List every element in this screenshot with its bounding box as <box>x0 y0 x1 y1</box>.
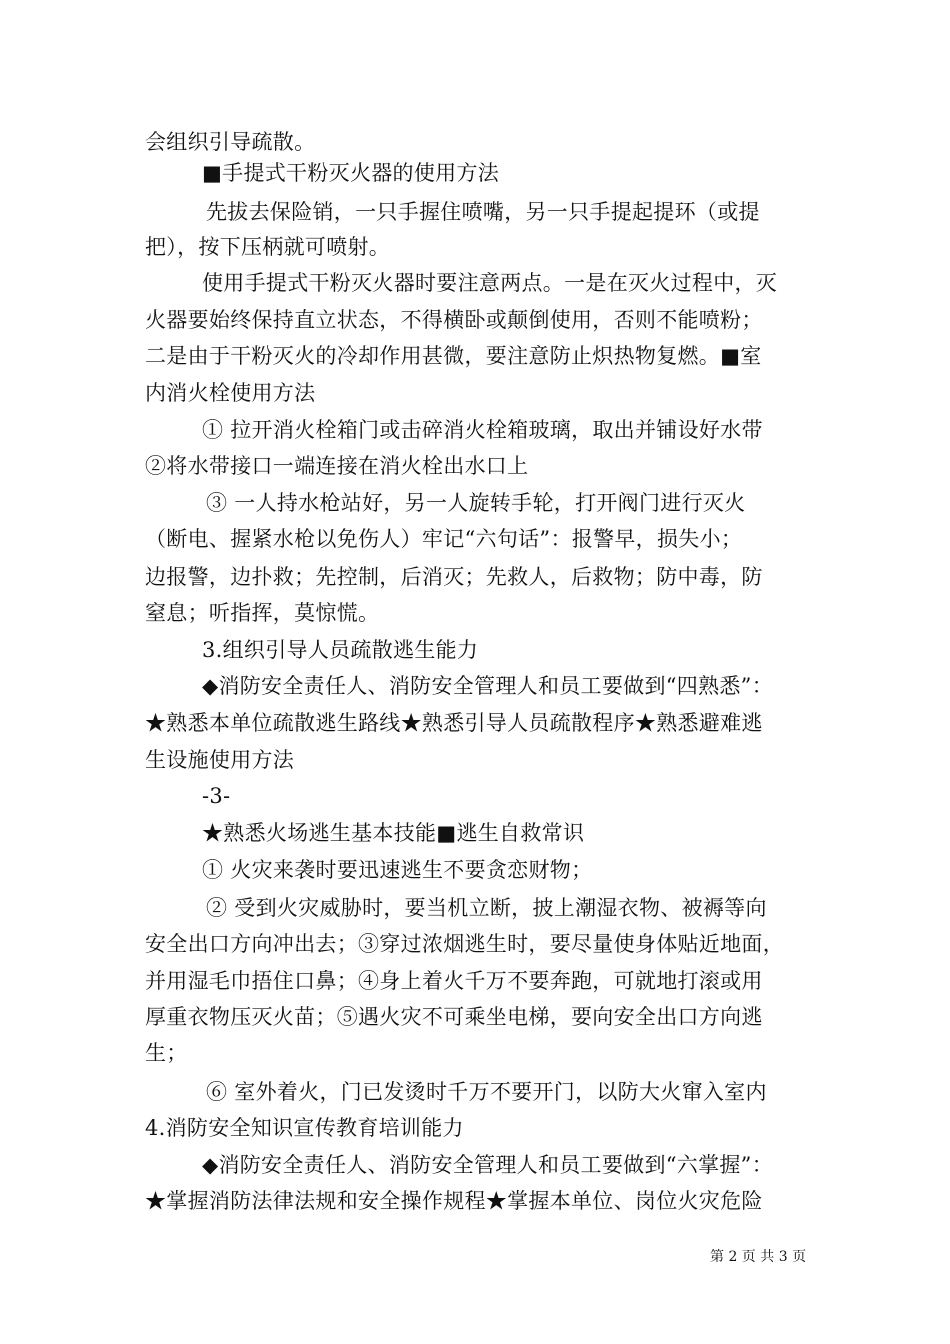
text-line: ③ 一人持水枪站好，另一人旋转手轮，打开阀门进行灭火 <box>206 491 746 515</box>
text-line: 生设施使用方法 <box>145 748 295 772</box>
text-line: 会组织引导疏散。 <box>145 130 316 154</box>
section-heading: 4.消防安全知识宣传教育培训能力 <box>145 1116 464 1140</box>
text-line: （断电、握紧水枪以免伤人）牢记“六句话”：报警早，损失小； <box>145 527 743 551</box>
text-line: ★熟悉本单位疏散逃生路线★熟悉引导人员疏散程序★熟悉避难逃 <box>145 711 763 735</box>
section-heading: ■手提式干粉灭火器的使用方法 <box>202 161 500 185</box>
text-line: 并用湿毛巾捂住口鼻；④身上着火千万不要奔跑，可就地打滚或用 <box>145 969 763 993</box>
text-line: 内消火栓使用方法 <box>145 381 316 405</box>
text-line: 厚重衣物压灭火苗；⑤遇火灾不可乘坐电梯，要向安全出口方向逃 <box>145 1005 763 1029</box>
text-line: ⑥ 室外着火，门已发烫时千万不要开门，以防大火窜入室内 <box>206 1080 767 1104</box>
text-line: ★掌握消防法律法规和安全操作规程★掌握本单位、岗位火灾危险 <box>145 1189 763 1213</box>
text-line: 把），按下压柄就可喷射。 <box>145 235 391 259</box>
text-line: 使用手提式干粉灭火器时要注意两点。一是在灭火过程中，灭 <box>202 271 778 295</box>
text-line: 窒息；听指挥，莫惊慌。 <box>145 601 380 625</box>
text-line: 先拔去保险销，一只手握住喷嘴，另一只手提起提环（或提 <box>206 200 760 224</box>
page-footer: 第 2 页 共 3 页 <box>710 1249 807 1265</box>
text-line: 火器要始终保持直立状态，不得横卧或颠倒使用，否则不能喷粉； <box>145 308 763 332</box>
text-line: 二是由于干粉灭火的冷却作用甚微，要注意防止炽热物复燃。■室 <box>145 344 762 368</box>
text-line: ②将水带接口一端连接在消火栓出水口上 <box>145 454 529 478</box>
text-line: ★熟悉火场逃生基本技能■逃生自救常识 <box>202 821 585 845</box>
text-line: ① 拉开消火栓箱门或击碎消火栓箱玻璃，取出并铺设好水带 <box>202 418 763 442</box>
text-line: ② 受到火灾威胁时，要当机立断，披上潮湿衣物、被褥等向 <box>206 896 767 920</box>
section-heading: 3.组织引导人员疏散逃生能力 <box>202 638 479 662</box>
text-line: ◆消防安全责任人、消防安全管理人和员工要做到“六掌握”： <box>202 1153 774 1177</box>
text-line: ① 火灾来袭时要迅速逃生不要贪恋财物； <box>202 858 593 882</box>
text-line: 边报警，边扑救；先控制，后消灭；先救人，后救物；防中毒，防 <box>145 565 763 589</box>
text-line: 安全出口方向冲出去；③穿过浓烟逃生时，要尽量使身体贴近地面， <box>145 932 784 956</box>
inline-page-number: -3- <box>202 784 231 808</box>
text-line: ◆消防安全责任人、消防安全管理人和员工要做到“四熟悉”： <box>202 674 774 698</box>
text-line: 生； <box>145 1041 188 1065</box>
